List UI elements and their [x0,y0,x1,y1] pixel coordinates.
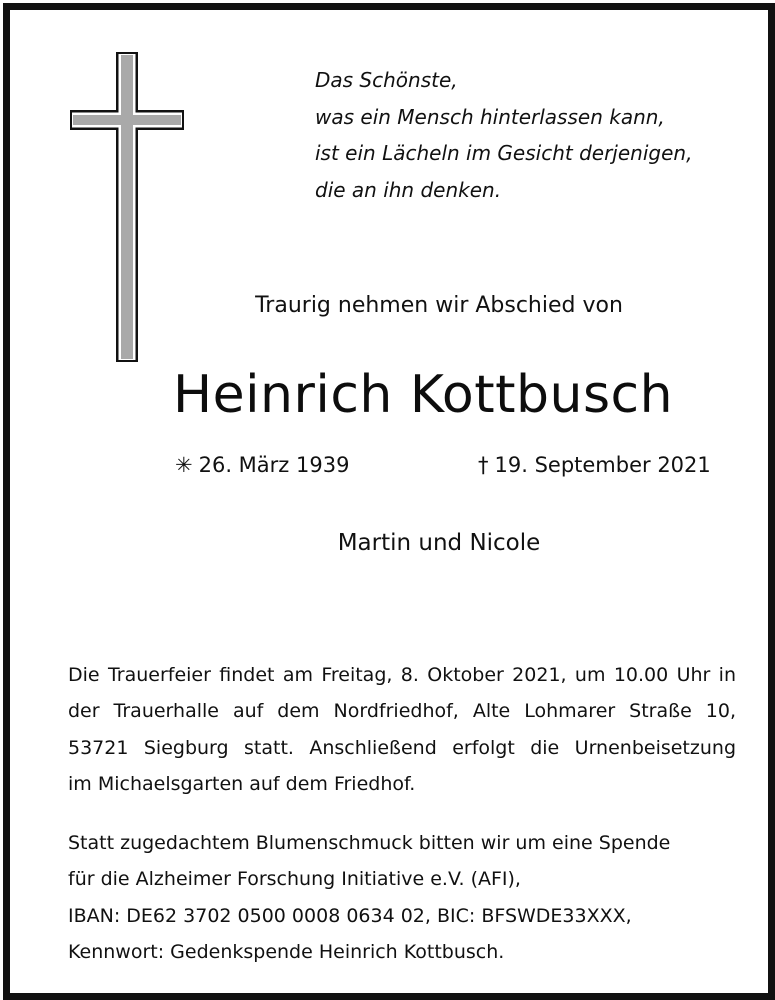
obituary-frame [3,3,775,1000]
donation-line: für die Alzheimer Forschung Initiative e.V. (AFI), [68,868,521,891]
death-date [478,453,711,477]
birth-date-text: 26. März 1939 [198,453,350,477]
ceremony-paragraph [68,657,736,802]
quote-line: ist ein Lächeln im Gesicht derjenigen, [315,141,693,165]
birth-date [175,453,349,477]
ceremony-line: 53721 Siegburg statt. Anschließend erfolgt die Urnenbeisetzung [68,736,736,759]
quote-line: was ein Mensch hinterlassen kann, [315,104,665,129]
donation-line: IBAN: DE62 3702 0500 0008 0634 02, BIC: BFSWDE33XXX, [68,904,632,927]
intro-text: Traurig nehmen wir Abschied von [255,293,623,318]
donation-line: Statt zugedachtem Blumenschmuck bitten wir um eine Spende [68,832,671,854]
ceremony-line: der Trauerhalle auf dem Nordfriedhof, Alte Lohmarer Straße 10, [68,700,736,723]
quote-line: Das Schönste, [315,68,458,92]
death-date-text: 19. September 2021 [494,453,711,477]
donation-line: Kennwort: Gedenkspende Heinrich Kottbusch. [68,940,505,963]
donation-paragraph [68,825,736,970]
ceremony-line: im Michaelsgarten auf dem Friedhof. [68,772,416,795]
death-dagger-icon: † [478,453,489,477]
quote-line: die an ihn denken. [315,177,502,202]
mourners: Martin und Nicole [337,530,541,556]
deceased-name: Heinrich Kottbusch [173,365,674,425]
ceremony-line: Die Trauerfeier findet am Freitag, 8. Oktober 2021, um 10.00 Uhr in [68,664,736,686]
birth-star-icon: ✳ [175,453,193,477]
memorial-quote [315,62,755,208]
